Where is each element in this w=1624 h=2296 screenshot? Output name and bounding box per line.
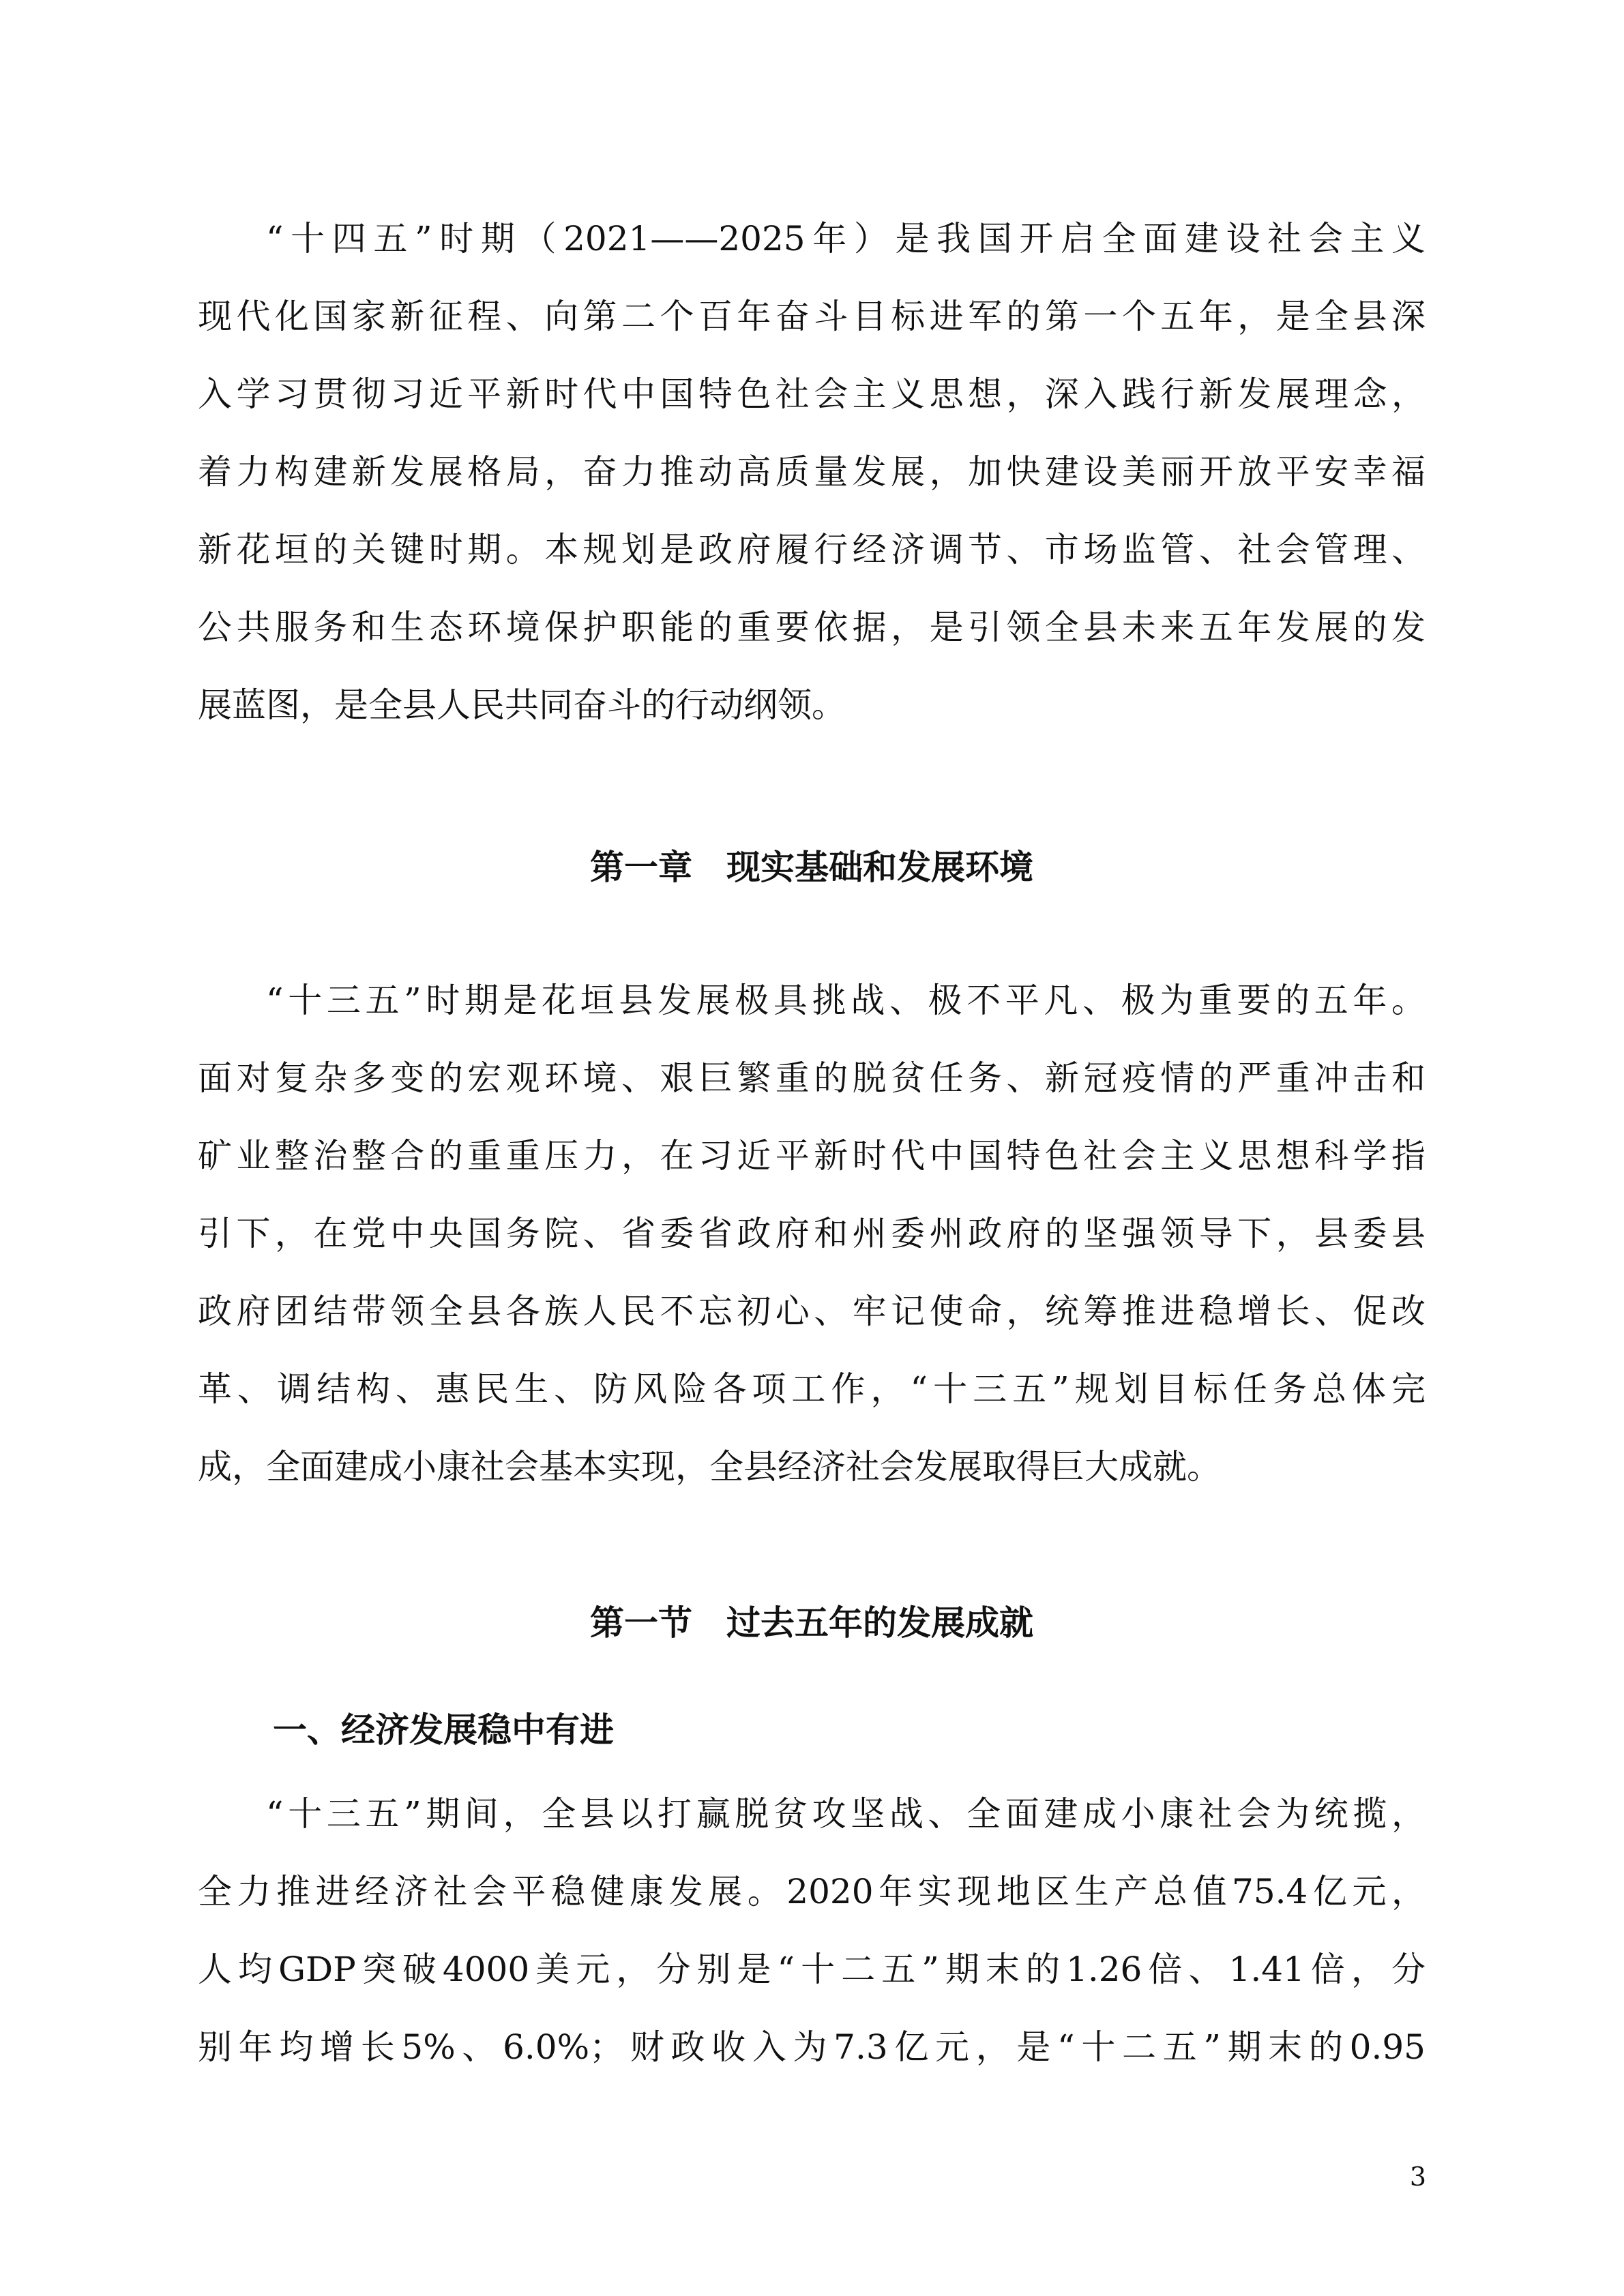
chapter-intro-line: “十三五”时期是花垣县发展极具挑战、极不平凡、极为重要的五年。 [266, 981, 1426, 1020]
chapter-intro-line: 引下，在党中央国务院、省委省政府和州委州政府的坚强领导下，县委县 [198, 1214, 1426, 1253]
intro-line: 入学习贯彻习近平新时代中国特色社会主义思想，深入践行新发展理念， [198, 374, 1426, 414]
subsection-line: 人均GDP突破4000美元，分别是“十二五”期末的1.26倍、1.41倍，分 [198, 1950, 1426, 1989]
subsection-line: “十三五”期间，全县以打赢脱贫攻坚战、全面建成小康社会为统揽， [266, 1794, 1426, 1834]
subsection-line: 别年均增长5%、6.0%；财政收入为7.3亿元，是“十二五”期末的0.95 [198, 2027, 1426, 2067]
intro-line: 展蓝图，是全县人民共同奋斗的行动纲领。 [198, 685, 846, 725]
subsection-line: 全力推进经济社会平稳健康发展。2020年实现地区生产总值75.4亿元， [198, 1872, 1426, 1911]
page-number: 3 [1409, 2162, 1426, 2192]
intro-line: 着力构建新发展格局，奋力推动高质量发展，加快建设美丽开放平安幸福 [198, 452, 1426, 492]
intro-line: 新花垣的关键时期。本规划是政府履行经济调节、市场监管、社会管理、 [198, 530, 1426, 569]
intro-line: 现代化国家新征程、向第二个百年奋斗目标进军的第一个五年，是全县深 [198, 297, 1426, 336]
section-title: 第一节 过去五年的发展成就 [590, 1603, 1033, 1643]
intro-line: 公共服务和生态环境保护职能的重要依据，是引领全县未来五年发展的发 [198, 608, 1426, 647]
chapter-title: 第一章 现实基础和发展环境 [590, 848, 1033, 887]
chapter-intro-line: 矿业整治整合的重重压力，在习近平新时代中国特色社会主义思想科学指 [198, 1136, 1426, 1176]
chapter-intro-line: 成，全面建成小康社会基本实现，全县经济社会发展取得巨大成就。 [198, 1447, 1221, 1487]
chapter-intro-line: 革、调结构、惠民生、防风险各项工作，“十三五”规划目标任务总体完 [198, 1369, 1426, 1409]
intro-line: “十四五”时期（2021——2025年）是我国开启全面建设社会主义 [266, 219, 1426, 258]
subsection-title: 一、经济发展稳中有进 [273, 1710, 614, 1750]
chapter-intro-line: 面对复杂多变的宏观环境、艰巨繁重的脱贫任务、新冠疫情的严重冲击和 [198, 1058, 1426, 1098]
chapter-intro-line: 政府团结带领全县各族人民不忘初心、牢记使命，统筹推进稳增长、促改 [198, 1292, 1426, 1331]
